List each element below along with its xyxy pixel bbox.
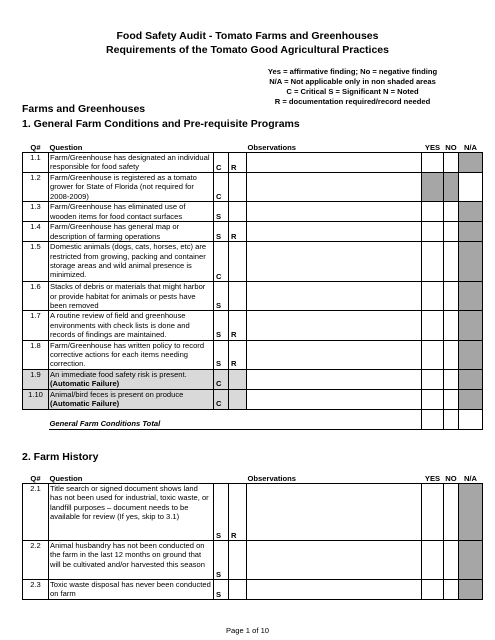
code-record — [229, 541, 247, 580]
code-severity: C — [214, 389, 229, 409]
code-severity: S — [214, 311, 229, 340]
table-row — [23, 242, 483, 282]
section2-title: 2. Farm History — [22, 451, 99, 463]
observations-cell[interactable] — [247, 282, 422, 311]
table-row — [23, 282, 483, 311]
question-number: 2.2 — [23, 541, 49, 580]
code-severity: S — [214, 282, 229, 311]
question-text-main: An immediate food safety risk is present. — [50, 369, 187, 379]
no-cell[interactable] — [444, 541, 459, 580]
no-cell[interactable] — [444, 202, 459, 222]
na-cell-shaded — [459, 202, 483, 222]
code-record — [229, 242, 247, 282]
header-no: NO — [445, 142, 457, 152]
no-cell[interactable] — [444, 369, 459, 389]
question-text: Farm/Greenhouse has general map or description of farming operations — [49, 222, 214, 242]
na-cell-shaded — [459, 389, 483, 409]
section-total-label: General Farm Conditions Total — [49, 409, 214, 429]
question-number: 2.1 — [23, 484, 49, 541]
table-row — [23, 311, 483, 340]
observations-cell[interactable] — [247, 340, 422, 369]
question-number: 1.10 — [23, 389, 49, 409]
header-question: Question — [49, 473, 83, 483]
code-severity: S — [214, 222, 229, 242]
header-yes: YES — [424, 473, 441, 483]
observations-cell[interactable] — [247, 222, 422, 242]
code-record: R — [229, 484, 247, 541]
question-number: 1.8 — [23, 340, 49, 369]
na-cell-shaded — [459, 222, 483, 242]
no-cell[interactable] — [444, 484, 459, 541]
question-number: 1.1 — [23, 153, 49, 173]
code-record: R — [229, 311, 247, 340]
yes-cell[interactable] — [422, 153, 444, 173]
table-row — [23, 340, 483, 369]
header-na: N/A — [463, 142, 478, 152]
question-text: Domestic animals (dogs, cats, horses, etc) are restricted from growing, packing and container storage areas and wild animal presence is minimized. — [49, 242, 214, 282]
observations-cell[interactable] — [247, 541, 422, 580]
heading-farms-greenhouses: Farms and Greenhouses — [22, 103, 146, 115]
total-yes-cell[interactable] — [422, 409, 444, 429]
table-row-automatic-failure — [23, 389, 483, 409]
header-yes: YES — [424, 142, 441, 152]
na-cell-shaded — [459, 484, 483, 541]
code-severity: S — [214, 541, 229, 580]
observations-cell[interactable] — [247, 173, 422, 202]
table-row — [23, 173, 483, 202]
code-record — [229, 369, 247, 389]
no-cell[interactable] — [444, 311, 459, 340]
question-number: 1.7 — [23, 311, 49, 340]
observations-cell[interactable] — [247, 242, 422, 282]
yes-cell[interactable] — [422, 202, 444, 222]
header-qnum: Q# — [30, 142, 41, 152]
table-row — [23, 484, 483, 541]
code-record — [229, 580, 247, 600]
table-row-total — [23, 409, 483, 429]
legend — [0, 67, 495, 107]
na-cell-shaded — [459, 580, 483, 600]
table-header-row — [23, 141, 483, 153]
code-severity: C — [214, 242, 229, 282]
observations-cell[interactable] — [247, 311, 422, 340]
observations-cell[interactable] — [247, 369, 422, 389]
code-record: R — [229, 222, 247, 242]
no-cell[interactable] — [444, 282, 459, 311]
code-record: R — [229, 153, 247, 173]
na-cell-shaded — [459, 153, 483, 173]
na-cell-shaded — [459, 340, 483, 369]
question-number: 1.9 — [23, 369, 49, 389]
table-row — [23, 202, 483, 222]
observations-cell[interactable] — [247, 202, 422, 222]
code-record — [229, 173, 247, 202]
no-cell[interactable] — [444, 242, 459, 282]
question-text — [49, 389, 214, 409]
no-cell[interactable] — [444, 580, 459, 600]
code-severity: S — [214, 580, 229, 600]
code-record — [229, 282, 247, 311]
yes-cell[interactable] — [422, 369, 444, 389]
header-question: Question — [49, 142, 83, 152]
question-number: 1.5 — [23, 242, 49, 282]
yes-cell[interactable] — [422, 222, 444, 242]
document-title-line2: Requirements of the Tomato Good Agricultural Practices — [106, 44, 389, 56]
question-number: 2.3 — [23, 580, 49, 600]
observations-cell[interactable] — [247, 580, 422, 600]
header-observations: Observations — [247, 142, 297, 152]
header-observations: Observations — [247, 473, 297, 483]
question-text: Farm/Greenhouse has eliminated use of wooden items for food contact surfaces — [49, 202, 214, 222]
yes-cell[interactable] — [422, 484, 444, 541]
na-cell-shaded — [459, 541, 483, 580]
table-row — [23, 153, 483, 173]
total-no-cell[interactable] — [444, 409, 459, 429]
table-row — [23, 222, 483, 242]
section2-table — [22, 472, 483, 600]
yes-cell[interactable] — [422, 311, 444, 340]
question-text: Farm/Greenhouse has designated an individual responsible for food safety — [49, 153, 214, 173]
na-cell-shaded — [459, 369, 483, 389]
table-row — [23, 541, 483, 580]
question-number: 1.2 — [23, 173, 49, 202]
code-record — [229, 389, 247, 409]
no-cell[interactable] — [444, 389, 459, 409]
table-header-row — [23, 472, 483, 484]
question-text — [49, 369, 214, 389]
question-text: A routine review of field and greenhouse environments with check lists is done and records of findings are maintained. — [49, 311, 214, 340]
table-row-automatic-failure — [23, 369, 483, 389]
no-cell[interactable] — [444, 153, 459, 173]
code-severity: C — [214, 369, 229, 389]
automatic-failure-label: (Automatic Failure) — [50, 379, 120, 389]
na-cell-shaded — [459, 282, 483, 311]
header-qnum: Q# — [30, 473, 41, 483]
header-no: NO — [445, 473, 457, 483]
na-cell[interactable] — [459, 173, 483, 202]
yes-cell[interactable] — [422, 340, 444, 369]
legend-line: C = Critical S = Significant N = Noted — [286, 87, 419, 96]
observations-cell[interactable] — [247, 484, 422, 541]
question-text: Toxic waste disposal has never been conducted on farm — [49, 580, 214, 600]
legend-line: R = documentation required/record needed — [274, 97, 431, 106]
code-severity: S — [214, 202, 229, 222]
section1-table — [22, 141, 483, 430]
code-record — [229, 202, 247, 222]
yes-cell[interactable] — [422, 242, 444, 282]
header-na: N/A — [463, 473, 478, 483]
observations-cell[interactable] — [247, 389, 422, 409]
question-text: Stacks of debris or materials that might harbor or provide habitat for animals or pests have been removed — [49, 282, 214, 311]
question-text: Farm/Greenhouse is registered as a tomato grower for State of Florida (not required for 2008-2009) — [49, 173, 214, 202]
yes-cell[interactable] — [422, 580, 444, 600]
question-text: Farm/Greenhouse has written policy to record corrective actions for each items needing correction. — [49, 340, 214, 369]
yes-cell-shaded — [422, 173, 444, 202]
code-record: R — [229, 340, 247, 369]
yes-cell[interactable] — [422, 282, 444, 311]
automatic-failure-label: (Automatic Failure) — [50, 399, 120, 409]
no-cell[interactable] — [444, 340, 459, 369]
question-text-main: Animal/bird feces is present on produce — [50, 389, 184, 399]
na-cell-shaded — [459, 311, 483, 340]
total-na-cell[interactable] — [459, 409, 483, 429]
document-title-line1: Food Safety Audit - Tomato Farms and Greenhouses — [116, 30, 379, 42]
legend-line: N/A = Not applicable only in non shaded areas — [269, 77, 436, 86]
code-severity: S — [214, 484, 229, 541]
code-severity: S — [214, 340, 229, 369]
no-cell-shaded — [444, 173, 459, 202]
section1-title: 1. General Farm Conditions and Pre-requisite Programs — [22, 118, 300, 130]
question-number: 1.3 — [23, 202, 49, 222]
question-number: 1.4 — [23, 222, 49, 242]
yes-cell[interactable] — [422, 389, 444, 409]
question-text: Animal husbandry has not been conducted on the farm in the last 12 months on ground that will be cultivated and/or harvested this season — [49, 541, 214, 580]
code-severity: C — [214, 173, 229, 202]
legend-line: Yes = affirmative finding; No = negative finding — [267, 67, 438, 76]
page-footer: Page 1 of 10 — [225, 626, 270, 635]
code-severity: C — [214, 153, 229, 173]
question-number: 1.6 — [23, 282, 49, 311]
yes-cell[interactable] — [422, 541, 444, 580]
no-cell[interactable] — [444, 222, 459, 242]
na-cell-shaded — [459, 242, 483, 282]
question-text: Title search or signed document shows land has not been used for industrial, toxic waste, or landfill purposes – document needs to be available for review (If yes, skip to 3.1) — [49, 484, 214, 541]
table-row — [23, 580, 483, 600]
observations-cell[interactable] — [247, 153, 422, 173]
